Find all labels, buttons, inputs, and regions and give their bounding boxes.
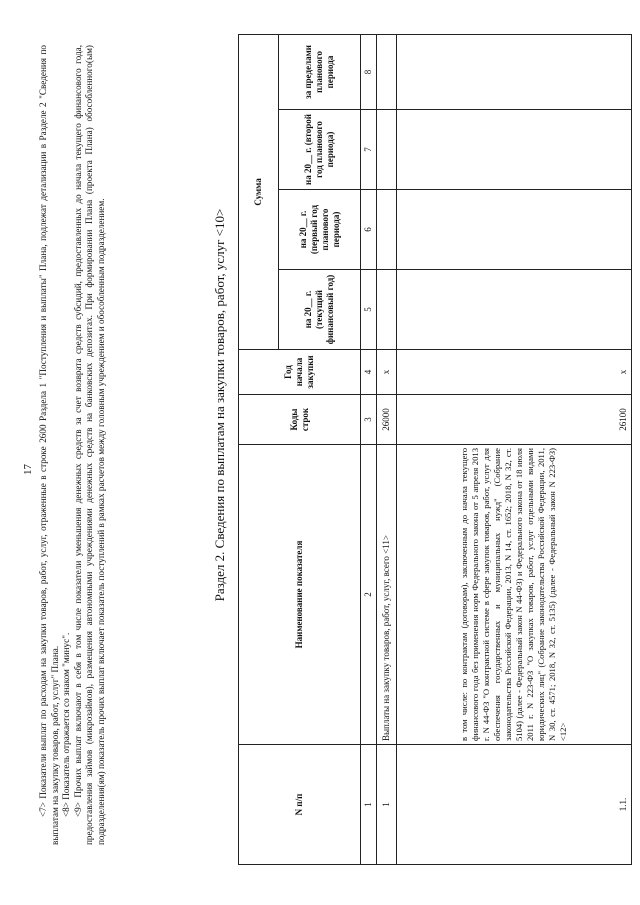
- colnum: 5: [361, 270, 377, 350]
- colnum: 7: [361, 110, 377, 190]
- row-year: x: [397, 350, 632, 395]
- header-code: Коды строк: [239, 395, 361, 445]
- header-y2: на 20__ г. (первый год планового периода): [279, 190, 361, 270]
- colnum: 3: [361, 395, 377, 445]
- table-row: [377, 34, 397, 864]
- row-value: [377, 190, 397, 270]
- section-title: Раздел 2. Сведения по выплатам на закупки товаров, работ, услуг <10>: [212, 208, 227, 602]
- colnum: 6: [361, 190, 377, 270]
- row-value: [377, 34, 397, 109]
- colnum: 2: [361, 445, 377, 745]
- row-num: 1: [377, 745, 397, 865]
- row-year: x: [377, 350, 397, 395]
- purchases-table: [238, 34, 632, 865]
- header-year: Год начала закупки: [239, 350, 361, 395]
- colnum: 4: [361, 350, 377, 395]
- row-value: [377, 110, 397, 190]
- row-name: Выплаты на закупку товаров, работ, услуг, всего <11>: [377, 445, 397, 745]
- header-y3: на 20__ г. (второй год планового периода): [279, 110, 361, 190]
- header-name: Наименование показателя: [239, 445, 361, 745]
- row-value: [397, 190, 632, 270]
- page-number: 17: [22, 464, 34, 475]
- row-code: 26000: [377, 395, 397, 445]
- header-num: N п/п: [239, 745, 361, 865]
- row-value: [397, 270, 632, 350]
- table-row: [397, 34, 632, 864]
- row-name: в том числе: по контрактам (договорам), заключенным до начала текущего финансового года без применения норм Федерального закона от 5 апреля 2013 г. N 44-ФЗ "О контрактной системе в сфере закупок товаров, работ, услуг для обеспечения государственных и муниципальных нужд" (Собрание законодательства Российской Федерации, 2013, N 14, ст. 1652; 2018, N 32, ст. 5104) (далее - Федеральный закон N 44-ФЗ) и Федерального закона от 18 июля 2011 г. N 223-ФЗ "О закупках товаров, работ, услуг отдельными видами юридических лиц" (Собрание законодательства Российской Федерации, 2011, N 30, ст. 4571; 2018, N 32, ст. 5135) (далее - Федеральный закон N 223-ФЗ) <12>: [397, 445, 632, 745]
- header-y4: за пределами планового периода: [279, 34, 361, 109]
- footnote-9: <9> Прочих выплат включают в себя в том числе показатели уменьшения денежных средств за счет возврата средств субсидий, предоставленных до начала текущего финансового года, предоставления займов (микрозаймов), размещения автономными учреждениями денежных средств на банковских депозитах. При формировании Плана (проекта Плана) обособленного(ым) подразделения(ям) показатель прочих выплат включает показатель поступлений в рамках расчетов между головным учреждением и обособленным подразделением.: [72, 45, 106, 845]
- colnum: 8: [361, 34, 377, 109]
- row-value: [397, 34, 632, 109]
- row-value: [397, 110, 632, 190]
- row-num: 1.1.: [397, 745, 632, 865]
- column-number-row: [361, 34, 377, 864]
- footnotes: [38, 45, 108, 845]
- header-sum: Сумма: [239, 34, 279, 349]
- footnote-7: <7> Показатели выплат по расходам на закупки товаров, работ, услуг, отраженные в строке 2600 Раздела 1 "Поступления и выплаты" Плана, подлежат детализации в Разделе 2 "Сведения по выплатам на закупку товаров, работ, услуг" Плана.: [38, 45, 60, 845]
- row-value: [377, 270, 397, 350]
- colnum: 1: [361, 745, 377, 865]
- footnote-8: <8> Показатель отражается со знаком "минус".: [61, 632, 72, 817]
- header-y1: на 20__ г. (текущий финансовый год): [279, 270, 361, 350]
- row-code: 26100: [397, 395, 632, 445]
